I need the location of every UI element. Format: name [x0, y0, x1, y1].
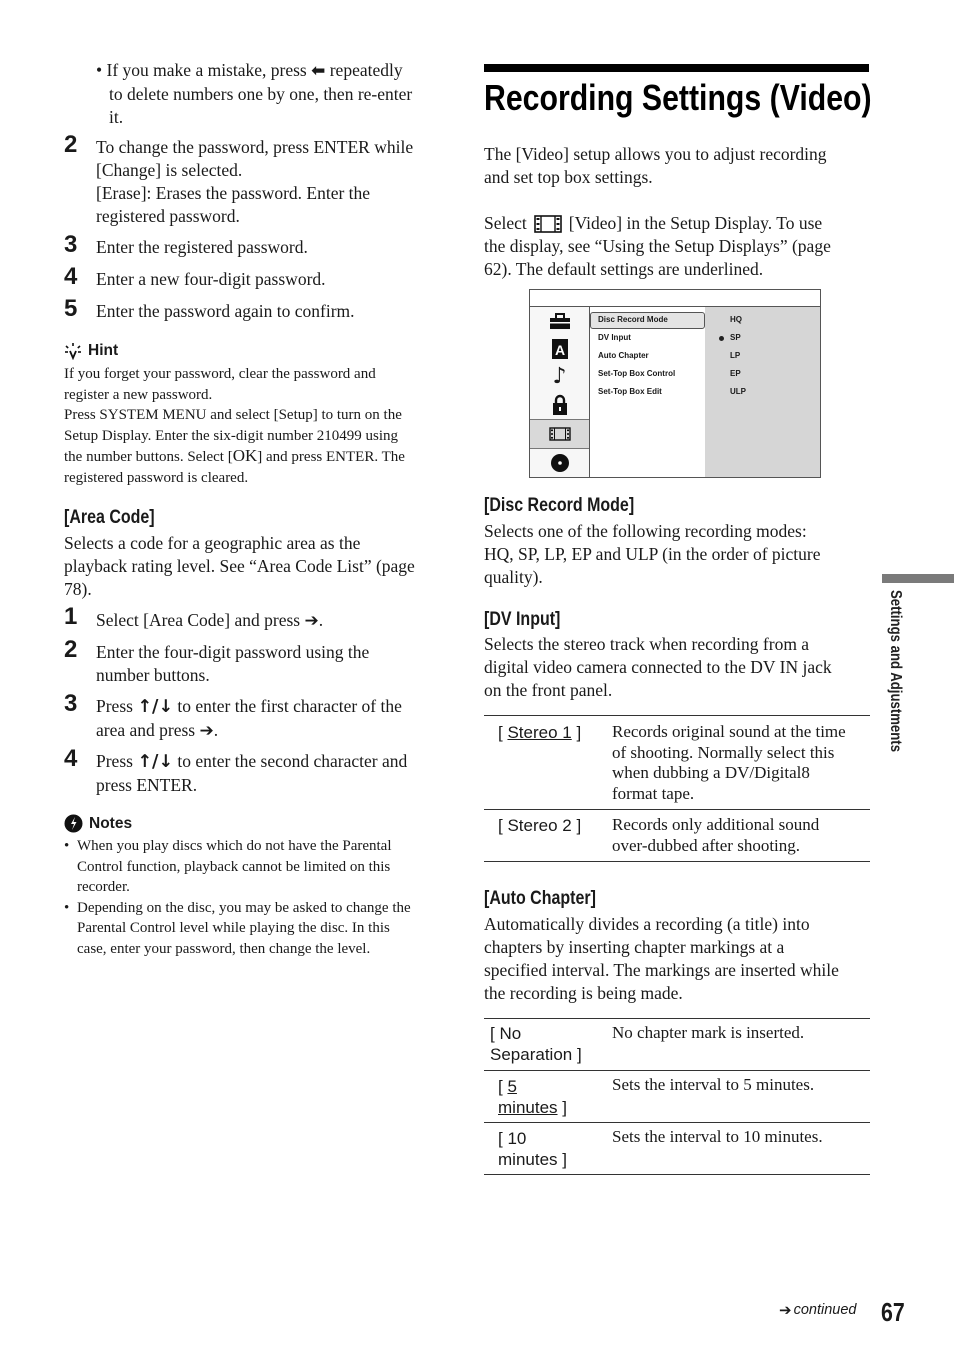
step-number: 4: [64, 263, 78, 290]
right-arrow-icon: ➔: [199, 721, 214, 741]
side-tab-marker: [882, 574, 954, 583]
setup-options-panel: [705, 307, 820, 477]
table-key: [ Stereo 1 ]: [498, 723, 582, 742]
svg-text:A: A: [554, 342, 565, 358]
menu-item: Auto Chapter: [598, 351, 649, 360]
auto-chapter-table: [484, 1018, 870, 1175]
list-item: • When you play discs which do not have the Parental Control function, playback cannot be limited on this recorder.: [64, 838, 392, 895]
toolbox-icon: [530, 307, 589, 335]
side-tab-label: Settings and Adjustments: [887, 590, 904, 753]
setup-menu-list: [590, 307, 705, 477]
setup-category-sidebar: [530, 307, 590, 477]
step-text: Select [Area Code] and press ➔.: [96, 610, 324, 631]
table-description: Records original sound at the time of shooting. Normally select this when dubbing a DV/Digital8 format tape.: [612, 722, 846, 803]
table-description: Records only additional sound over-dubbed after shooting.: [612, 815, 820, 855]
step-text: Enter the four-digit password using the number buttons.: [96, 642, 370, 685]
step-text: Press ↑/↓ to enter the second character and press ENTER.: [96, 751, 408, 795]
hint-text: If you forget your password, clear the password and register a new password. Press SYSTEM MENU and select [Setup] to turn on the Setup Display. Enter the six-digit number 210499 using the number buttons. Select [OK] and press ENTER. The registered password is cleared.: [64, 366, 405, 486]
menu-item: Set-Top Box Control: [598, 369, 676, 378]
disc-record-mode-description: Selects one of the following recording modes: HQ, SP, LP, EP and ULP (in the order of picture quality).: [484, 521, 821, 587]
intro-paragraph: The [Video] setup allows you to adjust recording and set top box settings.: [484, 144, 827, 187]
up-down-arrows-icon: ↑/↓: [137, 697, 174, 717]
film-strip-icon: [530, 419, 589, 449]
up-down-arrows-icon: ↑/↓: [137, 752, 174, 772]
mistake-bullet: • If you make a mistake, press ⬅ repeatedly to delete numbers one by one, then re-enter it.: [96, 60, 413, 127]
right-arrow-icon: ➔: [304, 611, 319, 631]
notes-icon: [64, 814, 83, 833]
hint-heading: Hint: [64, 342, 118, 360]
notes-list: [64, 836, 454, 959]
auto-chapter-heading: [Auto Chapter]: [484, 887, 596, 909]
setup-display-screenshot: [529, 289, 821, 478]
auto-chapter-description: Automatically divides a recording (a title) into chapters by inserting chapter markings at a specified interval. The markings are inserted while the recording is being made.: [484, 914, 839, 1003]
disc-icon: [530, 449, 589, 477]
table-row: [484, 810, 870, 862]
list-item: • Depending on the disc, you may be asked to change the Parental Control level while playing the disc. In this case, enter your password, then change the level.: [64, 899, 411, 957]
option-item: EP: [730, 369, 741, 378]
step-number: 5: [64, 295, 78, 322]
step-number: 4: [64, 745, 78, 772]
left-arrow-icon: ⬅: [311, 61, 326, 81]
option-item: SP: [730, 333, 741, 342]
menu-item: DV Input: [598, 333, 631, 342]
table-key: [ No Separation ]: [490, 1024, 582, 1064]
step-text: To change the password, press ENTER while [Change] is selected. [Erase]: Erases the password. Enter the registered password.: [96, 137, 414, 226]
table-row: [484, 1071, 870, 1123]
table-description: Sets the interval to 10 minutes.: [612, 1127, 823, 1146]
step-text: Enter the registered password.: [96, 237, 308, 257]
table-description: Sets the interval to 5 minutes.: [612, 1075, 815, 1094]
dv-input-description: Selects the stereo track when recording from a digital video camera connected to the DV IN jack on the front panel.: [484, 634, 832, 700]
film-strip-icon: [533, 215, 563, 233]
step-number: 2: [64, 131, 78, 158]
menu-item: Set-Top Box Edit: [598, 387, 662, 396]
table-key: [ 10 minutes ]: [498, 1129, 567, 1169]
step-text: Enter a new four-digit password.: [96, 269, 326, 289]
step-text: Press ↑/↓ to enter the first character of the area and press ➔.: [96, 696, 402, 741]
table-key: [ 5 minutes ]: [498, 1077, 567, 1117]
lightbulb-icon: [64, 342, 82, 360]
table-key: [ Stereo 2 ]: [498, 816, 582, 835]
selected-option-dot: [719, 336, 724, 341]
page-number: 67: [881, 1297, 905, 1327]
table-row: [484, 716, 870, 810]
area-code-heading: [Area Code]: [64, 506, 155, 528]
option-item: ULP: [730, 387, 746, 396]
table-row: [484, 1019, 870, 1071]
step-text: Enter the password again to confirm.: [96, 301, 355, 321]
padlock-icon: [530, 391, 589, 419]
table-description: No chapter mark is inserted.: [612, 1023, 805, 1042]
option-item: LP: [730, 351, 741, 360]
page-title: Recording Settings (Video): [484, 77, 872, 118]
title-rule: [484, 64, 869, 72]
music-note-icon: ♪: [552, 364, 567, 389]
continued-indicator: ➔ continued: [779, 1301, 857, 1319]
menu-item: Disc Record Mode: [598, 315, 668, 324]
dv-input-heading: [DV Input]: [484, 608, 561, 630]
step-number: 3: [64, 690, 78, 717]
step-number: 2: [64, 636, 78, 663]
intro-select-paragraph: Select [Video] in the Setup Display. To use the display, see “Using the Setup Displays” (page 62). The default settings are underlined.: [484, 213, 831, 279]
area-code-description: Selects a code for a geographic area as the playback rating level. See “Area Code List” (page 78).: [64, 533, 415, 599]
step-number: 3: [64, 231, 78, 258]
option-item: HQ: [730, 315, 742, 324]
disc-record-mode-heading: [Disc Record Mode]: [484, 494, 635, 516]
table-row: [484, 1123, 870, 1175]
setup-top-bar: [530, 290, 820, 307]
dv-input-table: [484, 715, 870, 862]
right-arrow-icon: ➔: [779, 1301, 792, 1319]
step-number: 1: [64, 603, 78, 630]
notes-heading: Notes: [64, 814, 132, 833]
letter-a-icon: [530, 335, 589, 363]
